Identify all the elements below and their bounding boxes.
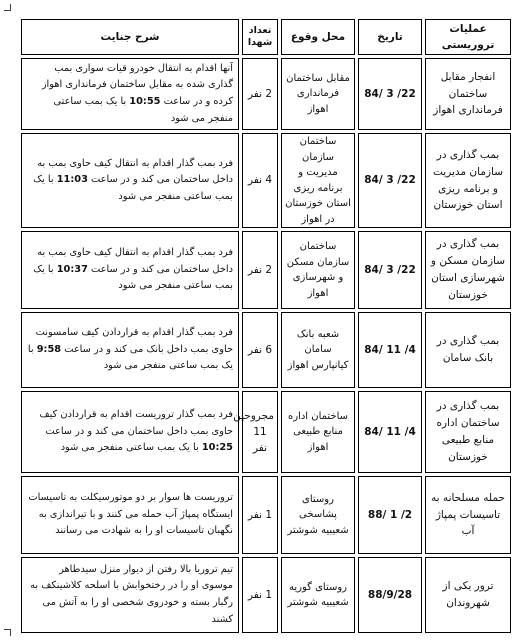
- operation-cell: بمب گذاری در بانک سامان: [425, 312, 511, 388]
- description-text: فرد بمب گذار اقدام به انتقال کیف حاوی بمب به داخل ساختمان می کند و در ساعت: [37, 157, 233, 186]
- place-cell: روستای گوریه شعیبیه شوشتر: [281, 557, 355, 633]
- time-text: 10:37: [56, 263, 88, 275]
- crop-mark-bottom-left: [4, 629, 11, 636]
- description-text: فرد بمب گذار تروریست اقدام به قراردادن کیف حاوی بمب داخل ساختمان می کند و در ساعت: [39, 409, 233, 437]
- place-cell: روستای پشاسخی شعیبیه شوشتر: [281, 476, 355, 554]
- table-row: [21, 391, 511, 473]
- operation-cell: انفجار مقابل ساختمان فرمانداری اهواز: [425, 58, 511, 130]
- place-cell: مقابل ساختمان فرمانداری اهواز: [281, 58, 355, 130]
- description-text: با یک بمب ساعتی منفجر می شود: [33, 263, 233, 292]
- description-text: فرد بمب گذار اقدام به انتقال کیف حاوی بمب به داخل ساختمان می کند و در ساعت: [37, 247, 233, 275]
- table-row: [21, 476, 511, 554]
- terror-operations-table: [18, 16, 514, 636]
- description-cell: [21, 312, 239, 388]
- description-cell: [21, 133, 239, 228]
- description-cell: [21, 58, 239, 130]
- place-cell: ساختمان اداره منابع طبیعی اهواز: [281, 391, 355, 473]
- martyrs-cell: 6 نفر: [242, 312, 278, 388]
- operation-cell: بمب گذاری در سازمان مدیریت و برنامه ریزی استان خوزستان: [425, 133, 511, 228]
- header-martyrs: تعداد شهدا: [242, 19, 278, 55]
- header-description: شرح جنایت: [21, 19, 239, 55]
- martyrs-cell: 2 نفر: [242, 231, 278, 309]
- description-cell: [21, 231, 239, 309]
- description-text: تروریست ها سوار بر دو موتورسیکلت به تاسیسات ایستگاه پمپاژ آب حمله می کنند و با تیراندازی به نگهبان تاسیسات او را به شهادت می رسانند: [28, 492, 233, 537]
- date-cell: 84/ 3 /22: [358, 58, 422, 130]
- martyrs-cell: 1 نفر: [242, 557, 278, 633]
- operation-cell: حمله مسلحانه به تاسیسات پمپاژ آب: [425, 476, 511, 554]
- header-date: تاریخ: [358, 19, 422, 55]
- date-cell: 84/ 3 /22: [358, 231, 422, 309]
- description-cell: [21, 557, 239, 633]
- description-text: تیم تروریا بالا رفتن از دیوار منزل سیدطاهر موسوی او را در رختخوابش با اسلحه کلاشینکف به رگبار بسته و خودروی شخصی او را به آتش می کشند: [30, 563, 233, 625]
- description-text: با یک بمب ساعتی منفجر می شود: [60, 442, 202, 454]
- table-row: [21, 133, 511, 228]
- date-cell: 88/ 1 /2: [358, 476, 422, 554]
- operation-cell: بمب گذاری در سازمان مسکن و شهرسازی استان خوزستان: [425, 231, 511, 309]
- table-row: [21, 231, 511, 309]
- description-text: فرد بمب گذار اقدام به قراردادن کیف سامسونت حاوی بمب داخل بانک می کند و در ساعت: [35, 327, 233, 355]
- place-cell: ساختمان سازمان مسکن و شهرسازی اهواز: [281, 231, 355, 309]
- time-text: 11:03: [56, 174, 88, 186]
- time-text: 10:25: [201, 442, 233, 454]
- date-cell: 84/ 3 /22: [358, 133, 422, 228]
- operation-cell: بمب گذاری در ساختمان اداره منابع طبیعی خوزستان: [425, 391, 511, 473]
- place-cell: شعبه بانک سامان کیانپارس اهواز: [281, 312, 355, 388]
- crop-mark-top-left: [4, 4, 11, 11]
- martyrs-cell: 2 نفر: [242, 58, 278, 130]
- operation-cell: ترور یکی از شهروندان: [425, 557, 511, 633]
- header-operation: عملیات تروریستی: [425, 19, 511, 55]
- table-row: [21, 58, 511, 130]
- date-cell: 84/ 11 /4: [358, 391, 422, 473]
- time-text: 10:55: [129, 96, 161, 107]
- place-cell: ساختمان سازمان مدیریت و برنامه ریزی استان خوزستان در اهواز: [281, 133, 355, 228]
- martyrs-cell: 1 نفر: [242, 476, 278, 554]
- time-text: 9:58: [36, 343, 62, 355]
- description-cell: [21, 391, 239, 473]
- martyrs-cell: 4 نفر: [242, 133, 278, 228]
- table-row: [21, 312, 511, 388]
- table-row: [21, 557, 511, 633]
- date-cell: 88/9/28: [358, 557, 422, 633]
- martyrs-cell: مجروحین 11 نفر: [242, 391, 278, 473]
- description-text: با یک بمب ساعتی منفجر می شود: [27, 343, 233, 372]
- description-text: آنها اقدام به انتقال خودرو قیات سواری بمب گذاری شده به مقابل ساختمان فرمانداری اهواز کرده و در ساعت: [41, 62, 233, 107]
- description-text: با یک بمب ساعتی منفجر می شود: [33, 174, 233, 202]
- date-cell: 84/ 11 /4: [358, 312, 422, 388]
- header-place: محل وقوع: [281, 19, 355, 55]
- description-text: با یک بمب ساعتی منفجر می شود: [53, 96, 233, 124]
- description-cell: [21, 476, 239, 554]
- table-header-row: [21, 19, 511, 55]
